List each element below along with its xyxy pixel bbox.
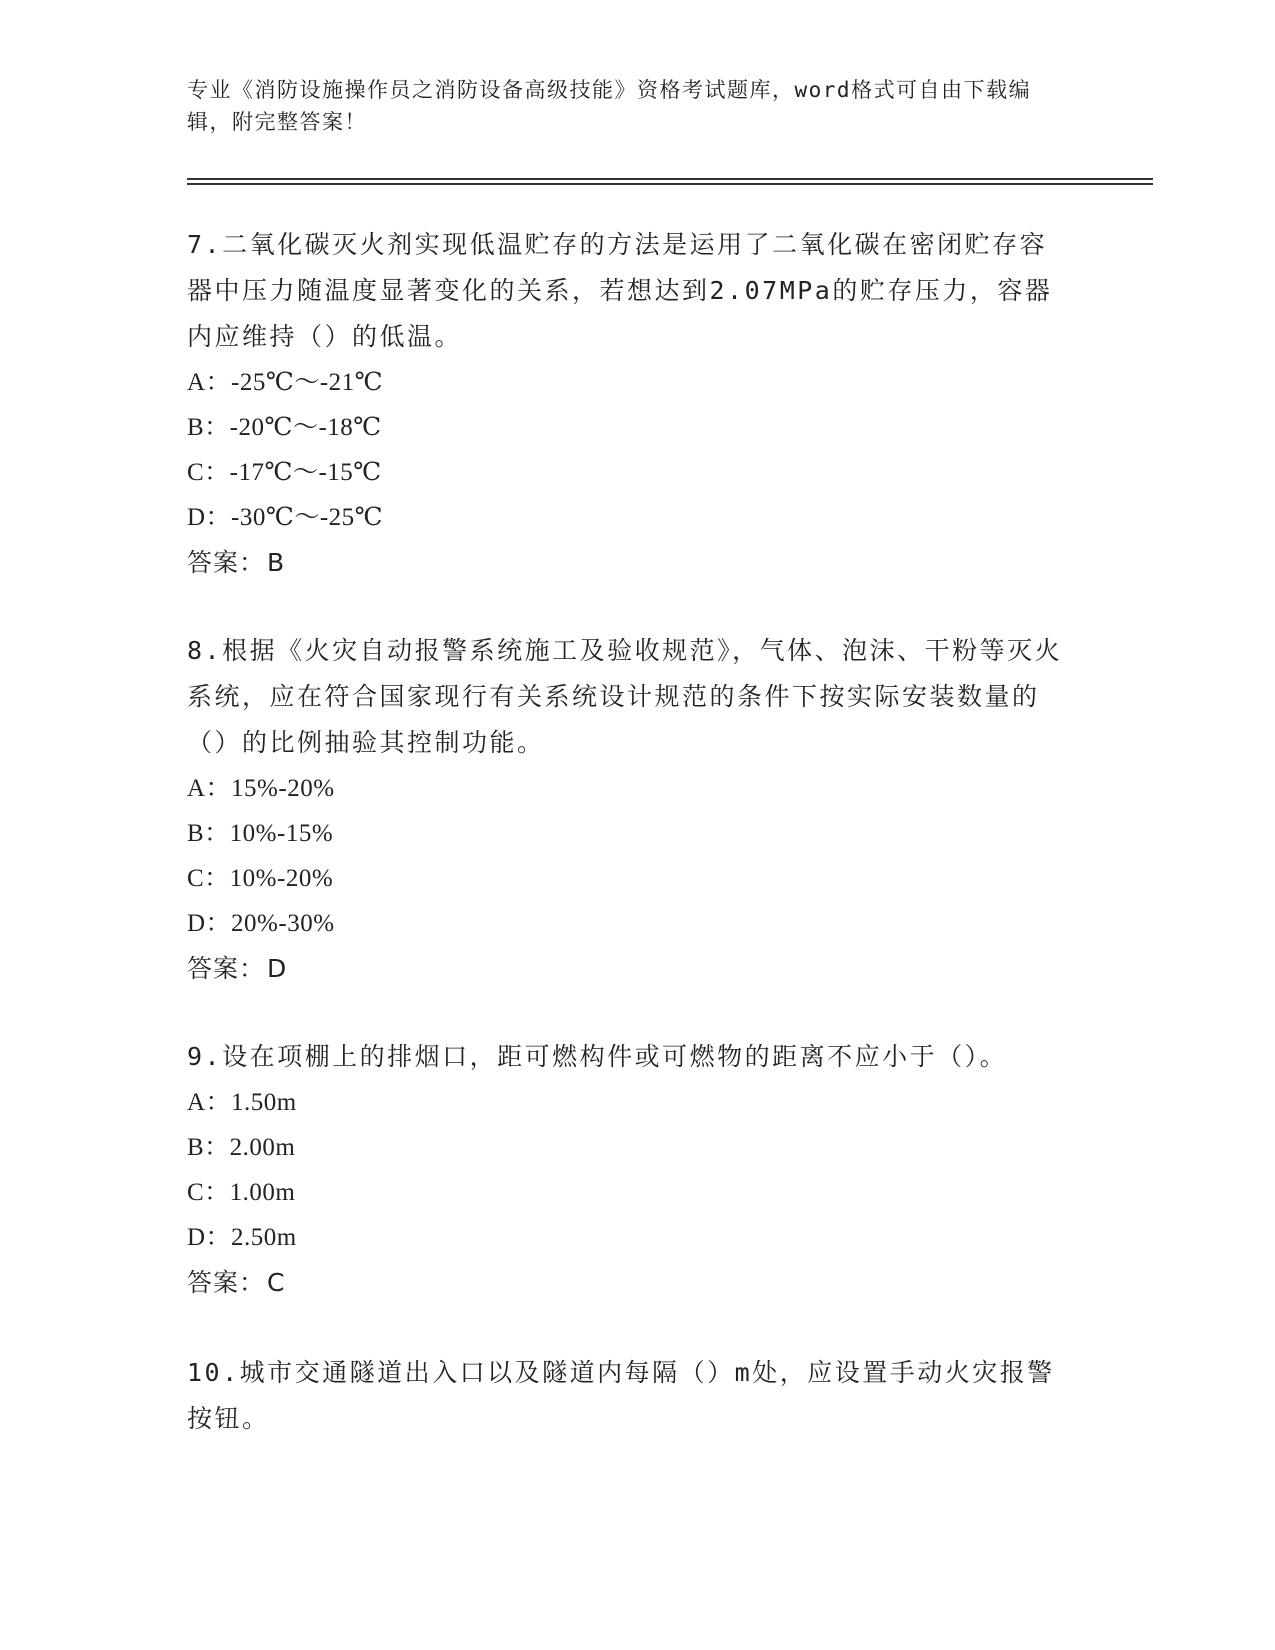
header-divider-bottom	[187, 183, 1153, 185]
answer-line	[187, 946, 1067, 991]
answer-label: 答案：	[187, 548, 266, 577]
answer-value: C	[267, 1268, 286, 1297]
question-stem: 10.城市交通隧道出入口以及隧道内每隔（）m处，应设置手动火灾报警按钮。	[187, 1358, 1055, 1433]
question-8	[187, 628, 1067, 991]
option-b: B：2.00m	[187, 1134, 296, 1161]
option-c: C：1.00m	[187, 1179, 296, 1206]
answer-label: 答案：	[187, 1268, 266, 1297]
option-a: A：1.50m	[187, 1089, 297, 1116]
option-b: B：-20℃～-18℃	[187, 414, 382, 441]
option-d: D：-30℃～-25℃	[187, 504, 384, 531]
option-a: A：-25℃～-21℃	[187, 369, 384, 396]
question-7	[187, 222, 1067, 585]
document-header: 专业《消防设施操作员之消防设备高级技能》资格考试题库，word格式可自由下载编辑，附完整答案！	[187, 78, 1032, 134]
answer-value: B	[267, 548, 286, 577]
answer-label: 答案：	[187, 954, 266, 983]
option-d: D：20%-30%	[187, 910, 335, 937]
question-9	[187, 1034, 1067, 1305]
header-divider-top	[187, 178, 1153, 180]
answer-line	[187, 1260, 1067, 1305]
question-stem: 8.根据《火灾自动报警系统施工及验收规范》，气体、泡沫、干粉等灭火系统，应在符合国家现行有关系统设计规范的条件下按实际安装数量的（）的比例抽验其控制功能。	[187, 636, 1063, 757]
option-b: B：10%-15%	[187, 820, 334, 847]
question-10	[187, 1350, 1067, 1442]
option-c: C：10%-20%	[187, 865, 334, 892]
answer-value: D	[267, 954, 288, 983]
question-stem: 9.设在项棚上的排烟口，距可燃构件或可燃物的距离不应小于（）。	[187, 1042, 1008, 1071]
answer-line	[187, 540, 1067, 585]
option-c: C：-17℃～-15℃	[187, 459, 382, 486]
question-stem: 7.二氧化碳灭火剂实现低温贮存的方法是运用了二氧化碳在密闭贮存容器中压力随温度显著变化的关系，若想达到2.07MPa的贮存压力，容器内应维持（）的低温。	[187, 230, 1053, 351]
option-d: D：2.50m	[187, 1224, 297, 1251]
option-a: A：15%-20%	[187, 775, 335, 802]
